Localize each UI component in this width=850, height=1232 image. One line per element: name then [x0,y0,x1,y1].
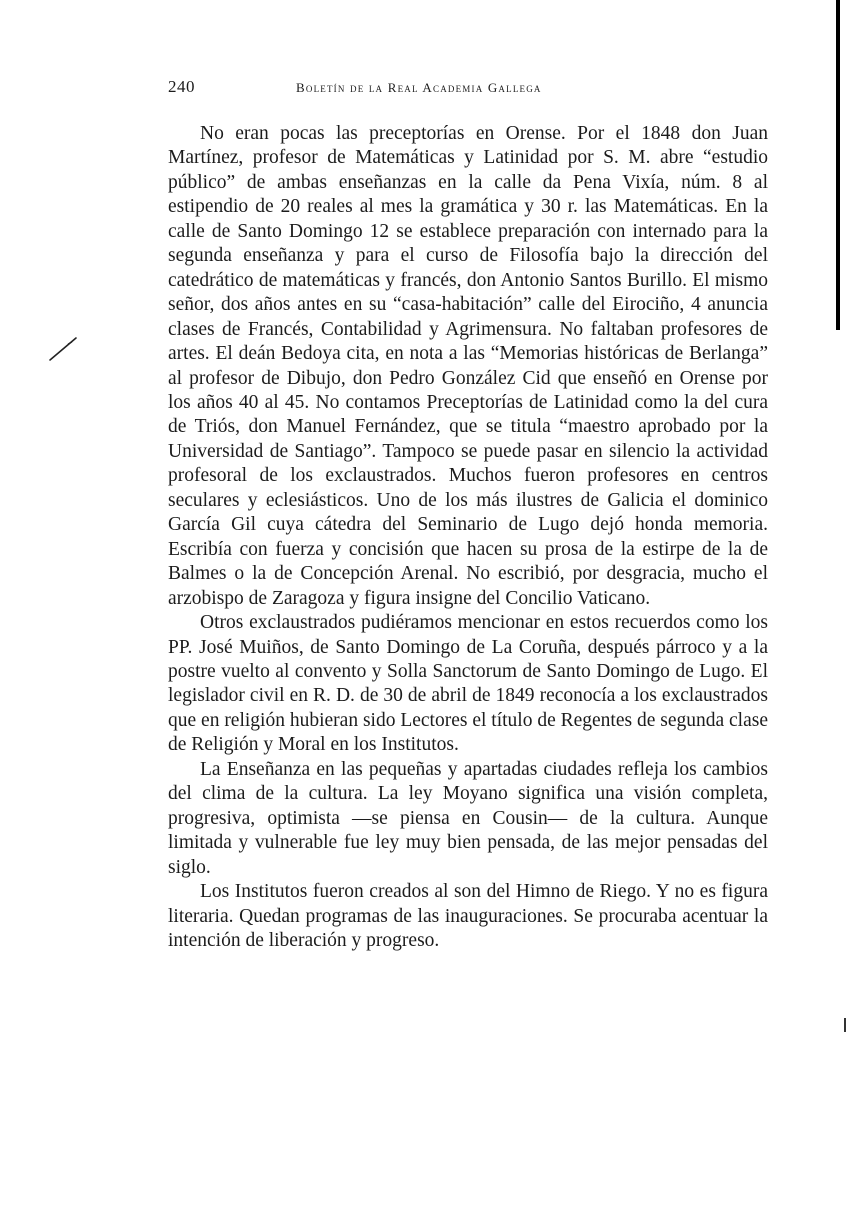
scan-edge-mark [844,1018,846,1032]
running-head: Boletín de la Real Academia Gallega [296,80,542,95]
paragraph: Los Institutos fueron creados al son del Himno de Riego. Y no es figura literaria. Quedan programas de las inauguraciones. Se procuraba acentuar la intención de liberación y progreso. [168,881,768,951]
scan-edge-line [836,0,840,330]
margin-pencil-mark [48,336,78,362]
body-text [168,122,768,953]
paragraph: No eran pocas las preceptorías en Orense. Por el 1848 don Juan Martínez, profesor de Matemáticas y Latinidad por S. M. abre “estudio público” de ambas enseñanzas en la calle da Pena Vixía, núm. 8 al estipendio de 20 reales al mes la gramática y 30 r. las Matemáticas. En la calle de Santo Domingo 12 se establece preparación con internado para la segunda enseñanza y para el curso de Filosofía bajo la dirección del catedrático de matemáticas y francés, don Antonio Santos Burillo. El mismo señor, dos años antes en su “casa-habitación” calle del Eirociño, 4 anuncia clases de Francés, Contabilidad y Agrimensura. No faltaban profesores de artes. El deán Bedoya cita, en nota a las “Memorias históricas de Berlanga” al profesor de Dibujo, don Pedro González Cid que enseñó en Orense por los años 40 al 45. No contamos Preceptorías de Latinidad como la del cura de Triós, don Manuel Fernández, que se titula “maestro aprobado por la Universidad de Santiago”. Tampoco se puede pasar en silencio la actividad profesoral de los exclaustrados. Muchos fueron profesores en centros seculares y eclesiásticos. Uno de los más ilustres de Galicia el dominico García Gil cuya cátedra del Seminario de Lugo dejó honda memoria. Escribía con fuerza y concisión que hacen su prosa de la estirpe de la de Balmes o la de Concepción Arenal. No escribió, por desgracia, mucho el arzobispo de Zaragoza y figura insigne del Concilio Vaticano. [168,123,768,609]
page-number: 240 [168,77,195,96]
paragraph: La Enseñanza en las pequeñas y apartadas ciudades refleja los cambios del clima de la cultura. La ley Moyano significa una visión completa, progresiva, optimista —se piensa en Cousin— de la cultura. Aunque limitada y vulnerable fue ley muy bien pensada, de las mejor pensadas del siglo. [168,758,768,878]
paragraph: Otros exclaustrados pudiéramos mencionar en estos recuerdos como los PP. José Muiños, de Santo Domingo de La Coruña, después párroco y a la postre vuelto al convento y Solla Sanctorum de Santo Domingo de Lugo. El legislador civil en R. D. de 30 de abril de 1849 reconocía a los exclaustrados que en religión hubieran sido Lectores el título de Regentes de segunda clase de Religión y Moral en los Institutos. [168,612,768,756]
